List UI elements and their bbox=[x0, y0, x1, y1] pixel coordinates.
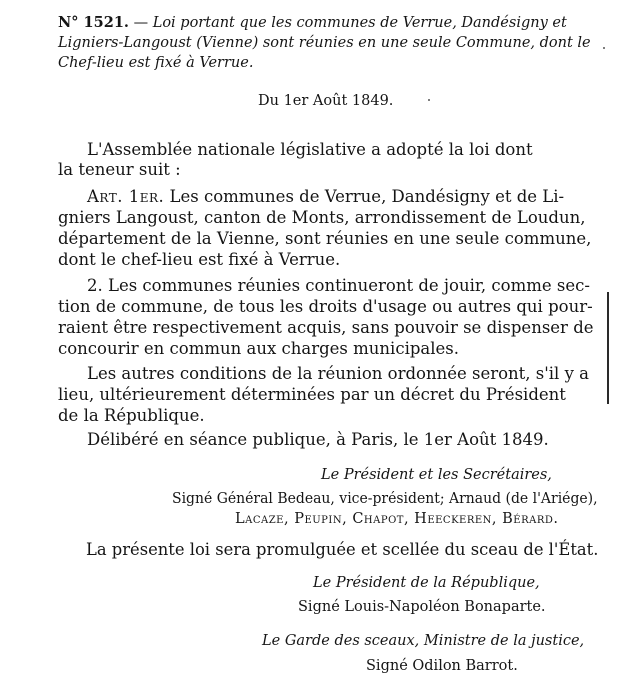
promulgation-line: La présente loi sera promulguée et scellée du sceau de l'État. bbox=[86, 540, 599, 559]
law-number: N° 1521. bbox=[58, 14, 129, 31]
article-1-lead: Art. 1er. bbox=[87, 187, 165, 206]
paragraph-3-line-1: Les autres conditions de la réunion ordonnée seront, s'il y a bbox=[87, 364, 589, 383]
signatures-3-heading: Le Garde des sceaux, Ministre de la justice, bbox=[262, 633, 585, 649]
signatures-1-line-1: Signé Général Bedeau, vice-président; Arnaud (de l'Ariége), bbox=[172, 491, 598, 507]
signatures-3-signed: Signé Odilon Barrot. bbox=[366, 658, 518, 674]
article-2-line-4: concourir en commun aux charges municipales. bbox=[58, 339, 459, 358]
article-2-line-1: 2. Les communes réunies continueront de jouir, comme sec- bbox=[87, 276, 590, 295]
article-2-line-2: tion de commune, de tous les droits d'usage ou autres qui pour- bbox=[58, 297, 593, 316]
preamble-line-2: la teneur suit : bbox=[58, 160, 181, 179]
signatures-1-line-2: Lacaze, Peupin, Chapot, Heeckeren, Bérard. bbox=[235, 511, 559, 527]
law-date: Du 1er Août 1849. bbox=[258, 93, 394, 109]
preamble-line-1: L'Assemblée nationale législative a adopté la loi dont bbox=[87, 140, 533, 159]
signatures-1-heading: Le Président et les Secrétaires, bbox=[321, 467, 552, 483]
article-2-line-3: raient être respectivement acquis, sans pouvoir se dispenser de bbox=[58, 318, 594, 337]
law-header-line-1 bbox=[58, 14, 567, 32]
ink-speck bbox=[428, 99, 430, 101]
article-1-line-3: département de la Vienne, sont réunies en une seule commune, bbox=[58, 229, 592, 248]
ink-speck bbox=[603, 47, 605, 49]
article-1-line-4: dont le chef-lieu est fixé à Verrue. bbox=[58, 250, 341, 269]
article-1-text-1: Les communes de Verrue, Dandésigny et de Li- bbox=[169, 187, 565, 206]
paragraph-3-line-3: de la République. bbox=[58, 406, 205, 425]
signatures-2-heading: Le Président de la République, bbox=[313, 575, 540, 591]
article-1-line-2: gniers Langoust, canton de Monts, arrondissement de Loudun, bbox=[58, 208, 586, 227]
margin-rule bbox=[607, 292, 609, 404]
law-title-line-3: Chef-lieu est fixé à Verrue. bbox=[58, 55, 254, 71]
signatures-2-signed: Signé Louis-Napoléon Bonaparte. bbox=[298, 599, 546, 615]
paragraph-3-line-2: lieu, ultérieurement déterminées par un décret du Président bbox=[58, 385, 566, 404]
header-dash: — bbox=[128, 15, 153, 31]
article-1-line-1 bbox=[87, 187, 564, 207]
law-title-line-2: Ligniers-Langoust (Vienne) sont réunies en une seule Commune, dont le bbox=[58, 35, 591, 51]
law-title-line-1: Loi portant que les communes de Verrue, Dandésigny et bbox=[152, 15, 567, 31]
deliberation-line: Délibéré en séance publique, à Paris, le 1er Août 1849. bbox=[87, 430, 549, 449]
